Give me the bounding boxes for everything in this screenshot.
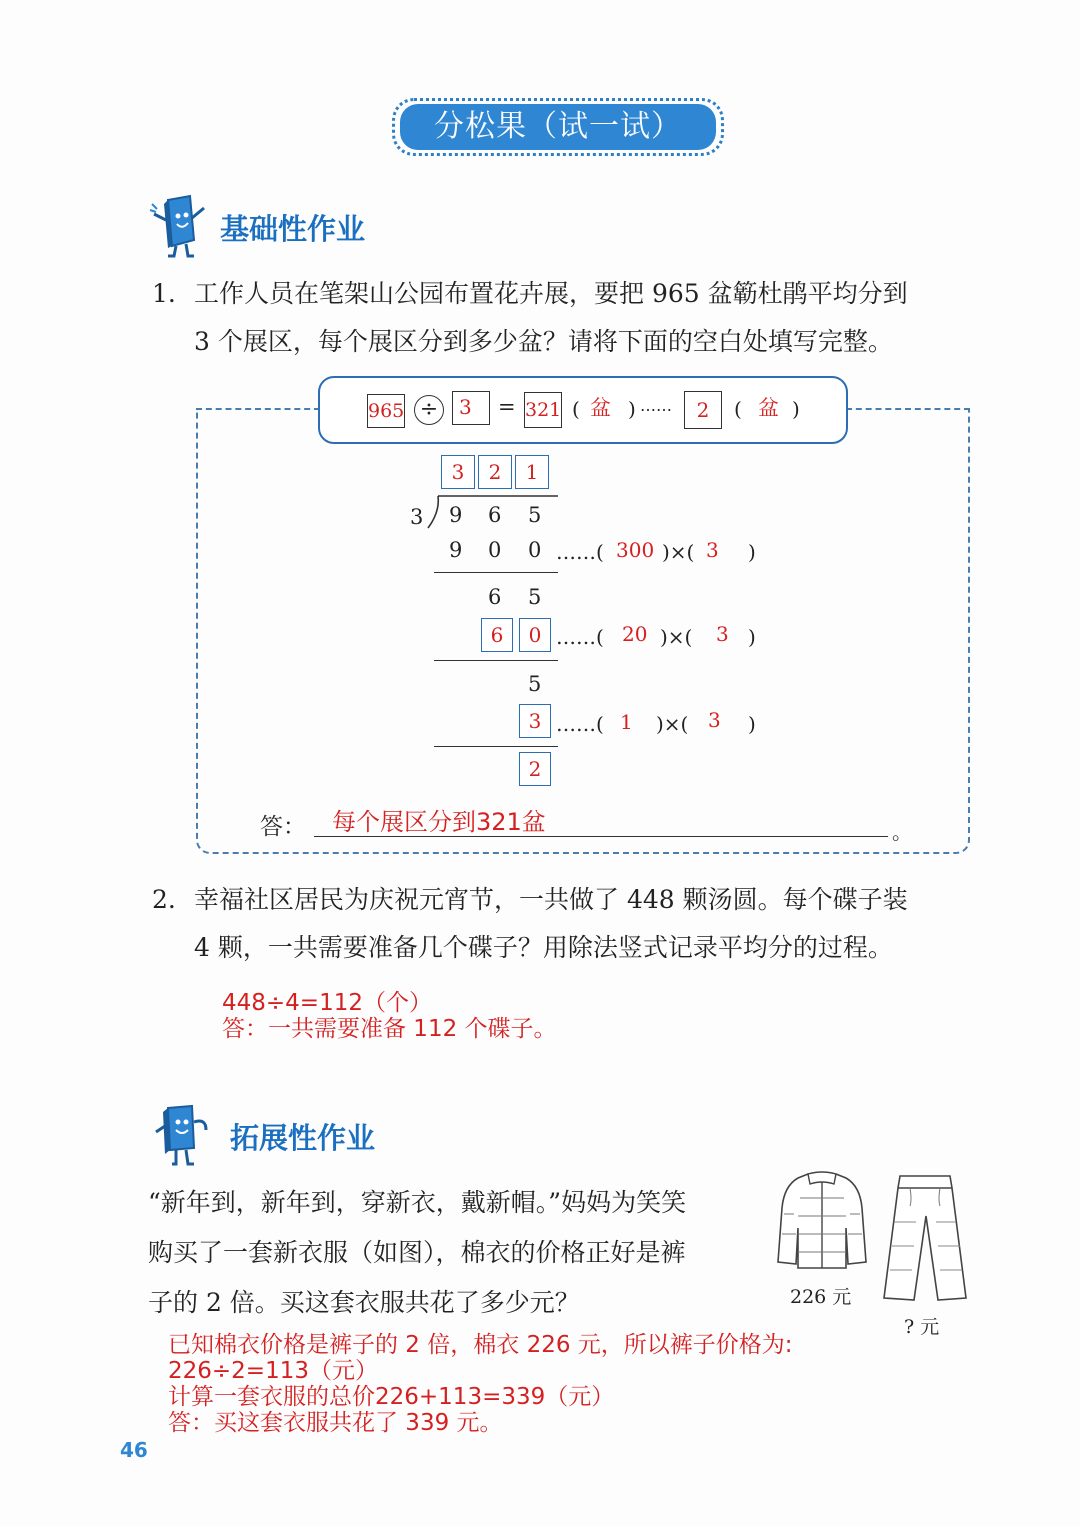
row5-times: )×( <box>656 712 689 736</box>
row1-digit-3: 0 <box>528 538 542 562</box>
answer-underline <box>314 836 888 837</box>
quotient-box: 321 <box>524 392 562 428</box>
answer-end: 。 <box>892 820 912 844</box>
divide-circle: ÷ <box>414 395 444 425</box>
division-line-1 <box>434 572 558 573</box>
answer-text: 每个展区分到321盆 <box>332 808 546 836</box>
row3-close: ) <box>748 625 756 649</box>
unit2-close: ) <box>792 397 800 421</box>
section-heading-extended: 拓展性作业 <box>230 1121 376 1155</box>
remainder-digit-box: 2 <box>519 752 551 786</box>
row3-times: )×( <box>660 625 693 649</box>
answer-label: 答： <box>260 814 306 840</box>
row5-digit-box: 3 <box>519 704 551 738</box>
section-heading-basic: 基础性作业 <box>220 212 366 246</box>
work-area-frame-top-right <box>846 408 970 410</box>
remainder-box: 2 <box>684 391 722 429</box>
row5-factor-a: 1 <box>620 710 633 734</box>
row1-digit-2: 0 <box>488 538 502 562</box>
row5-factor-b: 3 <box>708 708 721 732</box>
row1-factor-a: 300 <box>616 538 655 562</box>
row1-dots: ……( <box>556 540 604 564</box>
q1-line2: 3 个展区，每个展区分到多少盆？请将下面的空白处填写完整。 <box>194 327 893 356</box>
q3-answer-line2: 226÷2=113（元） <box>168 1358 378 1384</box>
quotient-digit-1: 3 <box>441 455 475 489</box>
unit2-value: 盆 <box>758 396 779 420</box>
dividend-digit-2: 6 <box>488 503 502 527</box>
q2-answer-line2: 答：一共需要准备 112 个碟子。 <box>222 1016 557 1042</box>
row2-digit-2: 5 <box>528 585 542 609</box>
book-mascot-icon <box>148 1100 218 1170</box>
equals-sign: = <box>498 395 516 419</box>
unit2-open: ( <box>734 397 742 421</box>
row4-digit: 5 <box>528 672 542 696</box>
unit1-open: ( <box>572 397 580 421</box>
q2-line1: 幸福社区居民为庆祝元宵节，一共做了 448 颗汤圆。每个碟子装 <box>194 885 908 914</box>
q3-answer-line3: 计算一套衣服的总价226+113=339（元） <box>168 1384 615 1410</box>
row3-factor-b: 3 <box>716 622 729 646</box>
quotient-digit-3: 1 <box>515 455 549 489</box>
work-area-frame-top-left <box>196 408 320 410</box>
pants-price: ? 元 <box>904 1316 940 1338</box>
book-mascot-icon <box>146 190 216 260</box>
q2-answer-line1: 448÷4=112（个） <box>222 990 432 1016</box>
jacket-icon <box>774 1168 870 1272</box>
q3-line1: “新年到，新年到，穿新衣，戴新帽。”妈妈为笑笑 <box>148 1188 687 1217</box>
row3-dots: ……( <box>556 625 604 649</box>
row1-factor-b: 3 <box>706 538 719 562</box>
q3-answer-line1: 已知棉衣价格是裤子的 2 倍，棉衣 226 元，所以裤子价格为: <box>168 1332 793 1358</box>
dividend-digit-3: 5 <box>528 503 542 527</box>
row5-close: ) <box>748 712 756 736</box>
q2-line2: 4 颗，一共需要准备几个碟子？用除法竖式记录平均分的过程。 <box>194 933 893 962</box>
row3-digit-box-1: 6 <box>481 618 513 652</box>
ld-divisor: 3 <box>410 505 424 529</box>
unit1-close: ) <box>628 397 636 421</box>
row5-dots: ……( <box>556 712 604 736</box>
row3-digit-box-2: 0 <box>519 618 551 652</box>
division-line-2 <box>434 660 558 661</box>
row1-times: )×( <box>662 540 695 564</box>
q1-number: 1. <box>152 279 176 308</box>
equation-dots: …… <box>640 396 672 415</box>
jacket-price: 226 元 <box>790 1286 852 1308</box>
q2-number: 2. <box>152 885 176 914</box>
dividend-box: 965 <box>367 394 405 428</box>
dividend-digit-1: 9 <box>449 503 463 527</box>
q3-line3: 子的 2 倍。买这套衣服共花了多少元？ <box>148 1288 580 1317</box>
page-title: 分松果（试一试） <box>400 104 716 150</box>
q3-answer-line4: 答：买这套衣服共花了 339 元。 <box>168 1410 503 1436</box>
quotient-digit-2: 2 <box>478 455 512 489</box>
unit1-value: 盆 <box>590 396 611 420</box>
row1-digit-1: 9 <box>449 538 463 562</box>
row2-digit-1: 6 <box>488 585 502 609</box>
q3-line2: 购买了一套新衣服（如图），棉衣的价格正好是裤 <box>148 1238 686 1267</box>
divisor-box: 3 <box>452 391 490 425</box>
q1-line1: 工作人员在笔架山公园布置花卉展，要把 965 盆簕杜鹃平均分到 <box>194 279 908 308</box>
division-line-3 <box>434 746 558 747</box>
pants-icon <box>880 1172 970 1306</box>
page-number: 46 <box>120 1438 148 1462</box>
row1-close: ) <box>748 540 756 564</box>
row3-factor-a: 20 <box>622 622 648 646</box>
